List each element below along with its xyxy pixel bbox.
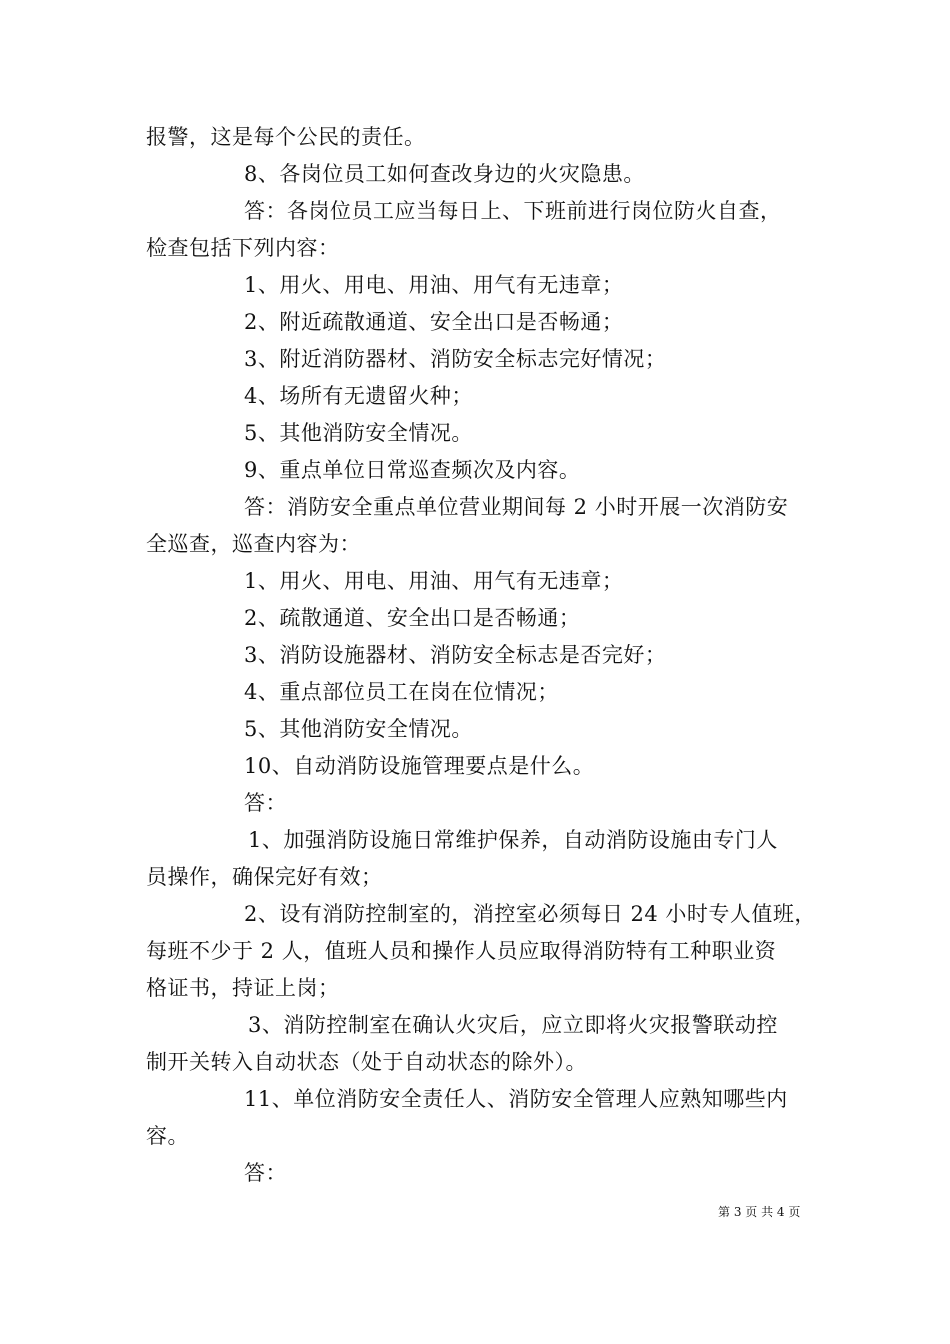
text-line: 报警，这是每个公民的责任。 — [146, 125, 426, 149]
text-line: 答：消防安全重点单位营业期间每 2 小时开展一次消防安 — [244, 495, 789, 519]
list-item: 5、其他消防安全情况。 — [244, 421, 473, 445]
list-item: 3、消防设施器材、消防安全标志是否完好； — [244, 643, 667, 667]
list-item: 2、附近疏散通道、安全出口是否畅通； — [244, 310, 624, 334]
text-line: 全巡查，巡查内容为： — [146, 532, 361, 556]
text-line: 检查包括下列内容： — [146, 236, 340, 260]
list-item: 4、重点部位员工在岗在位情况； — [244, 680, 559, 704]
text-line: 答： — [244, 1161, 287, 1185]
question-heading: 10、自动消防设施管理要点是什么。 — [244, 754, 595, 778]
text-line: 答：各岗位员工应当每日上、下班前进行岗位防火自查， — [244, 199, 782, 223]
question-heading: 8、各岗位员工如何查改身边的火灾隐患。 — [244, 162, 645, 186]
text-line: 每班不少于 2 人，值班人员和操作人员应取得消防特有工种职业资 — [146, 939, 777, 963]
question-heading: 11、单位消防安全责任人、消防安全管理人应熟知哪些内 — [244, 1087, 788, 1111]
list-item: 1、用火、用电、用油、用气有无违章； — [244, 569, 624, 593]
list-item: 2、设有消防控制室的，消控室必须每日 24 小时专人值班， — [244, 902, 816, 926]
list-item: 3、附近消防器材、消防安全标志完好情况； — [244, 347, 667, 371]
page-indicator: 第 3 页 共 4 页 — [718, 1205, 801, 1219]
text-line: 制开关转入自动状态（处于自动状态的除外）。 — [146, 1050, 587, 1074]
list-item: 3、消防控制室在确认火灾后，应立即将火灾报警联动控 — [248, 1013, 778, 1037]
list-item: 5、其他消防安全情况。 — [244, 717, 473, 741]
list-item: 4、场所有无遗留火种； — [244, 384, 473, 408]
text-line: 容。 — [146, 1124, 189, 1148]
list-item: 2、疏散通道、安全出口是否畅通； — [244, 606, 581, 630]
text-line: 答： — [244, 791, 287, 815]
text-line: 格证书，持证上岗； — [146, 976, 340, 1000]
list-item: 1、用火、用电、用油、用气有无违章； — [244, 273, 624, 297]
question-heading: 9、重点单位日常巡查频次及内容。 — [244, 458, 581, 482]
text-line: 员操作，确保完好有效； — [146, 865, 383, 889]
list-item: 1、加强消防设施日常维护保养，自动消防设施由专门人 — [248, 828, 778, 852]
